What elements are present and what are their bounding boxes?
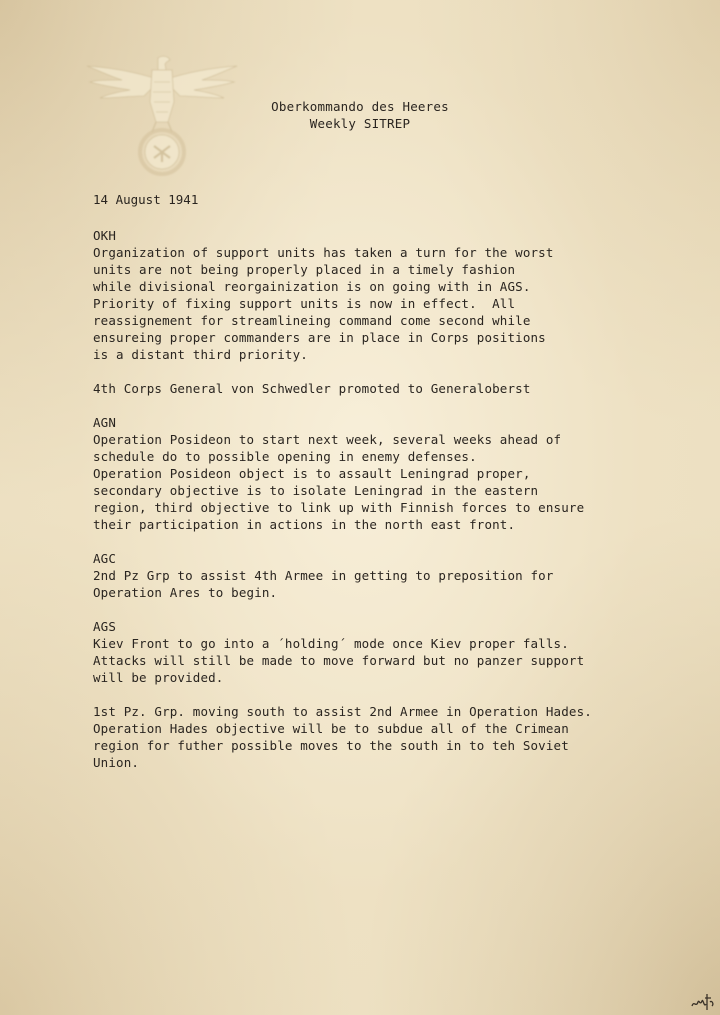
body-line: their participation in actions in the north east front. bbox=[93, 517, 516, 532]
document-body bbox=[93, 227, 653, 771]
signature-mark-icon bbox=[690, 990, 716, 1012]
document-date: 14 August 1941 bbox=[93, 192, 199, 207]
body-line: Attacks will still be made to move forward but no panzer support bbox=[93, 653, 585, 668]
body-line: is a distant third priority. bbox=[93, 347, 308, 362]
header-subtitle: Weekly SITREP bbox=[309, 116, 411, 131]
body-line bbox=[93, 397, 653, 414]
body-line bbox=[93, 686, 653, 703]
body-line: OKH bbox=[93, 228, 117, 243]
body-line: AGN bbox=[93, 415, 117, 430]
body-line: Operation Ares to begin. bbox=[93, 585, 278, 600]
body-line: Operation Hades objective will be to subdue all of the Crimean bbox=[93, 721, 569, 736]
body-line: Operation Posideon to start next week, several weeks ahead of bbox=[93, 432, 562, 447]
document-header bbox=[150, 98, 570, 132]
body-line: reassignement for streamlineing command come second while bbox=[93, 313, 531, 328]
body-line: while divisional reorgainization is on going with in AGS. bbox=[93, 279, 531, 294]
body-line bbox=[93, 363, 653, 380]
body-line: 2nd Pz Grp to assist 4th Armee in getting to preposition for bbox=[93, 568, 554, 583]
body-line: 1st Pz. Grp. moving south to assist 2nd Armee in Operation Hades. bbox=[93, 704, 592, 719]
body-line: region for futher possible moves to the south in to teh Soviet bbox=[93, 738, 569, 753]
body-line bbox=[93, 533, 653, 550]
body-line bbox=[93, 601, 653, 618]
body-line: schedule do to possible opening in enemy defenses. bbox=[93, 449, 477, 464]
header-title: Oberkommando des Heeres bbox=[271, 99, 449, 114]
body-line: 4th Corps General von Schwedler promoted to Generaloberst bbox=[93, 381, 531, 396]
body-line: Operation Posideon object is to assault Leningrad proper, bbox=[93, 466, 531, 481]
body-line: AGS bbox=[93, 619, 117, 634]
body-line: Priority of fixing support units is now in effect. All bbox=[93, 296, 516, 311]
body-line: Kiev Front to go into a ´holding´ mode once Kiev proper falls. bbox=[93, 636, 569, 651]
body-line: will be provided. bbox=[93, 670, 224, 685]
body-line: secondary objective is to isolate Leningrad in the eastern bbox=[93, 483, 539, 498]
body-line: region, third objective to link up with Finnish forces to ensure bbox=[93, 500, 585, 515]
body-line: Union. bbox=[93, 755, 140, 770]
body-line: ensureing proper commanders are in place in Corps positions bbox=[93, 330, 546, 345]
body-line: units are not being properly placed in a timely fashion bbox=[93, 262, 516, 277]
body-line: Organization of support units has taken a turn for the worst bbox=[93, 245, 554, 260]
body-line: AGC bbox=[93, 551, 117, 566]
